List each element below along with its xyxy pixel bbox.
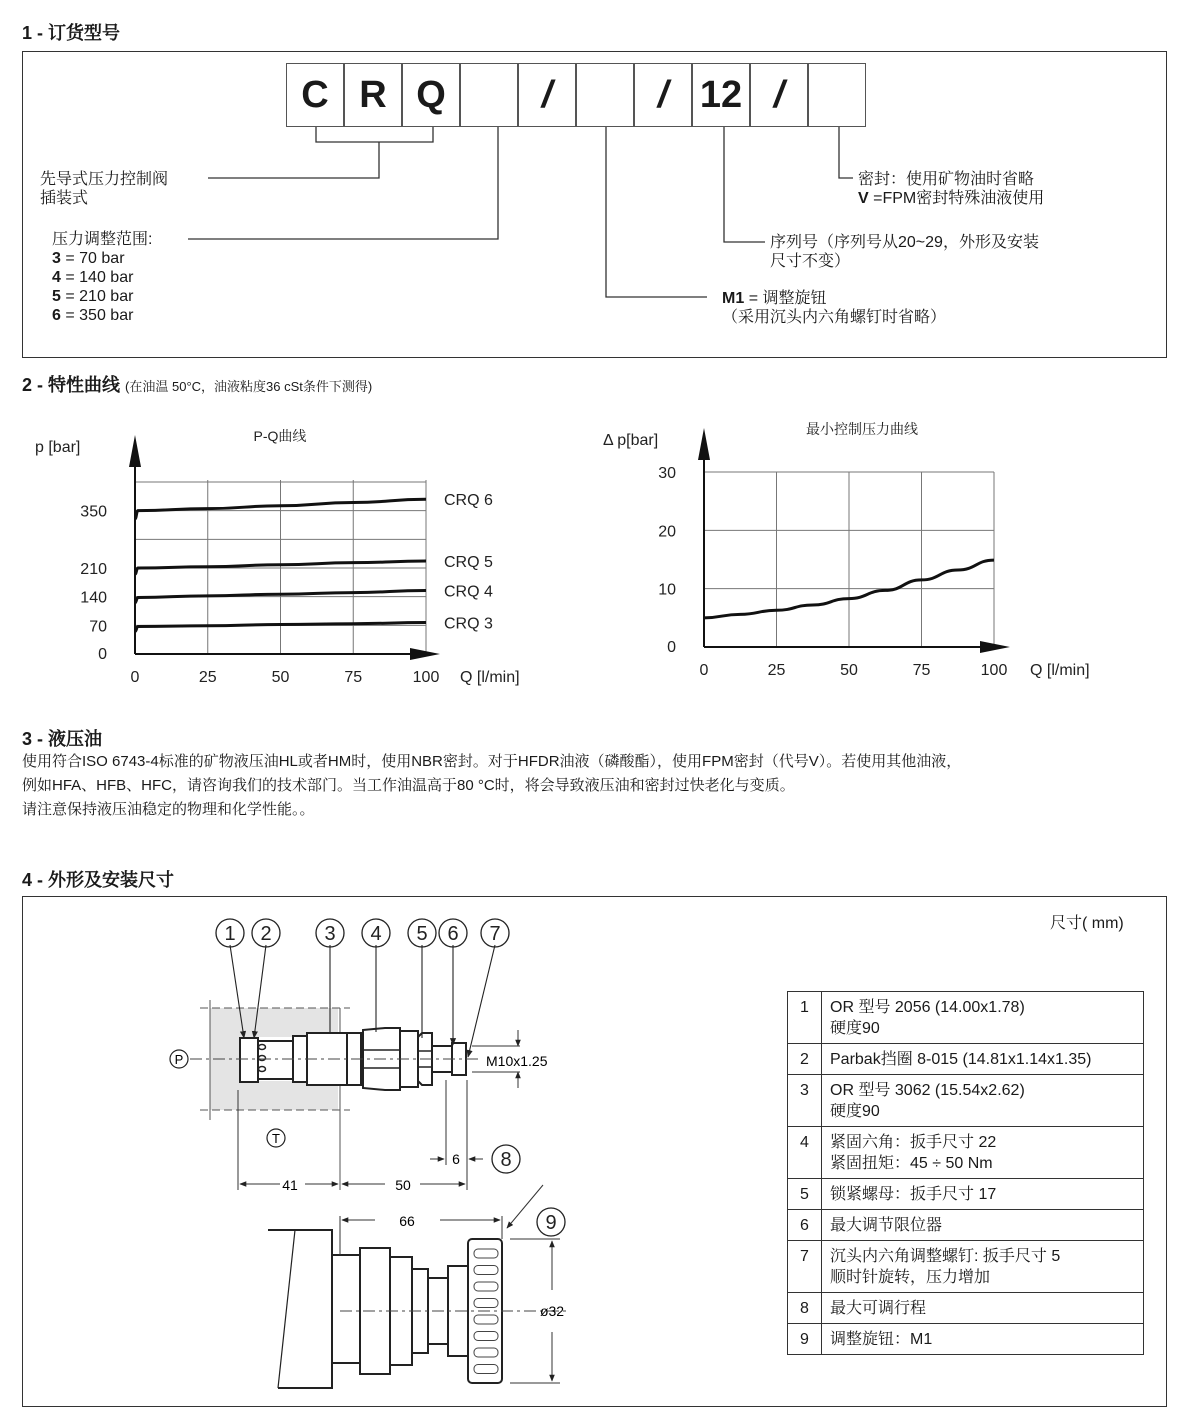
- y-axis-label: p [bar]: [35, 439, 81, 456]
- x-tick-label: 0: [130, 669, 140, 686]
- part-line1: 沉头内六角调整螺钉: 扳手尺寸 5: [830, 1248, 1061, 1265]
- part-description: [822, 1179, 1144, 1210]
- serial-line2: 尺寸不变）: [770, 253, 851, 270]
- pressure-range-item: 4 = 140 bar: [52, 269, 134, 286]
- part-line1: 最大可调行程: [830, 1300, 927, 1317]
- code-box: Q: [402, 63, 460, 127]
- series-label: CRQ 3: [444, 615, 493, 633]
- parts-table: [787, 991, 1144, 1355]
- parts-row: [788, 1044, 1144, 1075]
- hydraulic-oil-text-line: 例如HFA、HFB、HFC，请咨询我们的技术部门。当工作油温高于80 °C时，将会导致液压油和密封过快老化与变质。: [22, 777, 795, 794]
- part-number: 3: [788, 1075, 822, 1127]
- section-title-text: 液压油: [48, 729, 103, 749]
- part-description: [822, 1075, 1144, 1127]
- grid: [704, 472, 994, 647]
- x-axis-arrow: [980, 641, 1010, 653]
- part-description: [822, 1210, 1144, 1241]
- section-title-text: 订货型号: [48, 23, 121, 43]
- part-line1: Parbak挡圈 8-015 (14.81x1.14x1.35): [830, 1051, 1092, 1068]
- callout-number: 4: [370, 923, 382, 945]
- part-number: 5: [788, 1179, 822, 1210]
- y-axis-label: Δ p[bar]: [603, 432, 659, 449]
- callout-number: 5: [416, 923, 428, 945]
- test-conditions-note: (在油温 50°C，油液粘度36 cSt条件下测得): [125, 379, 373, 394]
- crq-bracket: [316, 127, 433, 142]
- parts-row: [788, 992, 1144, 1044]
- part-line1: OR 型号 2056 (14.00x1.78): [830, 999, 1025, 1016]
- pilot-valve-line1: 先导式压力控制阀: [40, 171, 169, 188]
- y-tick-label: 0: [98, 646, 107, 663]
- part-line1: OR 型号 3062 (15.54x2.62): [830, 1082, 1025, 1099]
- section-number: 1 -: [22, 23, 44, 43]
- seal-line2: V =FPM密封特殊油液使用: [858, 190, 1045, 207]
- part-line1: 最大调节限位器: [830, 1217, 943, 1234]
- part-number: 6: [788, 1210, 822, 1241]
- x-tick-label: 100: [980, 662, 1008, 679]
- section-4-title: 4 - 外形及安装尺寸: [22, 870, 175, 890]
- section-title-text: 特性曲线: [48, 375, 121, 395]
- parts-row: [788, 1210, 1144, 1241]
- unit-label: 尺寸( mm): [1050, 915, 1124, 932]
- chart-title: 最小控制压力曲线: [806, 421, 918, 437]
- y-tick-label: 140: [80, 589, 107, 607]
- parts-row: [788, 1127, 1144, 1179]
- pressure-range-item: 5 = 210 bar: [52, 288, 134, 305]
- knob-view: [268, 1230, 502, 1388]
- seal-label: [858, 170, 1044, 208]
- part-number: 1: [788, 992, 822, 1044]
- port-p-label: P: [174, 1052, 184, 1067]
- part-description: [822, 1044, 1144, 1075]
- code-box: C: [286, 63, 344, 127]
- part-line1: 紧固六角：扳手尺寸 22: [830, 1134, 997, 1151]
- dim-50-label: 50: [395, 1177, 411, 1193]
- x-tick-label: 25: [198, 669, 217, 686]
- code-box: /: [750, 63, 808, 127]
- parts-row: [788, 1241, 1144, 1293]
- series-label: CRQ 5: [444, 554, 493, 572]
- part-number: 7: [788, 1241, 822, 1293]
- seal-leader: [839, 127, 853, 178]
- pq-chart: [0, 410, 580, 700]
- section-2-title: 2 - 特性曲线 (在油温 50°C，油液粘度36 cSt条件下测得): [22, 375, 373, 395]
- pressure-range-item: 6 = 350 bar: [52, 307, 134, 324]
- section-title-text: 外形及安装尺寸: [48, 870, 175, 890]
- y-tick-label: 10: [658, 581, 676, 599]
- part-line1: 调整旋钮：M1: [830, 1331, 933, 1348]
- hydraulic-oil-text-line: 请注意保持液压油稳定的物理和化学性能。。: [22, 801, 315, 818]
- code-box: /: [634, 63, 692, 127]
- part-line2: 顺时针旋转，压力增加: [830, 1269, 991, 1286]
- part-line2: 紧固扭矩：45 ÷ 50 Nm: [830, 1155, 993, 1172]
- diameter-label: ø32: [539, 1303, 565, 1319]
- parts-row: [788, 1293, 1144, 1324]
- y-tick-label: 30: [658, 465, 676, 482]
- serial-label: [770, 233, 1039, 271]
- callout-number: 9: [545, 1212, 557, 1234]
- code-box: 12: [692, 63, 750, 127]
- series-label: CRQ 4: [444, 583, 493, 601]
- pilot-valve-line2: 插装式: [40, 190, 89, 207]
- cartridge-drawing: [150, 900, 590, 1405]
- cavity-block: [200, 1000, 350, 1190]
- code-box: R: [344, 63, 402, 127]
- callout-number: 6: [447, 923, 459, 945]
- port-t-label: T: [272, 1131, 280, 1146]
- pressure-range-block: [52, 230, 152, 325]
- y-tick-label: 70: [89, 618, 107, 636]
- part-line2: 硬度90: [830, 1103, 880, 1120]
- parts-row: [788, 1324, 1144, 1355]
- y-axis-arrow: [698, 428, 710, 460]
- pilot-valve-leader: [208, 142, 379, 178]
- x-axis-arrow: [410, 648, 440, 660]
- x-tick-label: 75: [344, 669, 363, 686]
- section-3-title: 3 - 液压油: [22, 729, 103, 749]
- y-axis-arrow: [129, 435, 141, 467]
- thread-size-label: M10x1.25: [486, 1053, 548, 1069]
- x-axis-label: Q [l/min]: [1030, 662, 1090, 679]
- x-tick-label: 50: [840, 662, 858, 679]
- chart-title: P-Q曲线: [253, 428, 307, 444]
- code-box: /: [518, 63, 576, 127]
- min-control-pressure-chart: [590, 410, 1150, 700]
- y-tick-label: 350: [80, 503, 107, 521]
- part-description: [822, 1293, 1144, 1324]
- part-line2: 硬度90: [830, 1020, 880, 1037]
- callout-number: 3: [324, 923, 336, 945]
- parts-row: [788, 1179, 1144, 1210]
- x-axis-label: Q [l/min]: [460, 669, 520, 686]
- x-tick-label: 25: [767, 662, 786, 679]
- serial-leader: [724, 127, 765, 242]
- serial-line1: 序列号（序列号从20~29，外形及安装: [770, 234, 1039, 251]
- x-tick-label: 75: [912, 662, 931, 679]
- pressure-range-title: 压力调整范围:: [52, 231, 153, 248]
- x-tick-label: 0: [699, 662, 709, 679]
- part-number: 4: [788, 1127, 822, 1179]
- seal-line1: 密封：使用矿物油时省略: [858, 171, 1035, 188]
- part-line1: 锁紧螺母：扳手尺寸 17: [830, 1186, 997, 1203]
- part-number: 9: [788, 1324, 822, 1355]
- part-description: [822, 1241, 1144, 1293]
- part-number: 8: [788, 1293, 822, 1324]
- y-tick-label: 210: [80, 561, 107, 578]
- pilot-valve-label: [40, 170, 168, 208]
- knob-line1: M1 = 调整旋钮: [722, 290, 827, 307]
- hydraulic-oil-text-line: 使用符合ISO 6743-4标准的矿物液压油HL或者HM时，使用NBR密封。对于HFDR油液（磷酸酯），使用FPM密封（代号V）。若使用其他油液，: [22, 753, 962, 770]
- x-tick-label: 100: [412, 669, 440, 686]
- y-tick-label: 0: [667, 639, 676, 656]
- part-description: [822, 1324, 1144, 1355]
- part-number: 2: [788, 1044, 822, 1075]
- callout-number: 1: [224, 923, 236, 945]
- pressure-range-leader: [188, 127, 498, 239]
- callout-number: 7: [489, 923, 501, 945]
- part-description: [822, 992, 1144, 1044]
- dim-6-label: 6: [452, 1151, 460, 1167]
- parts-row: [788, 1075, 1144, 1127]
- dim-41-label: 41: [282, 1177, 298, 1193]
- pressure-range-item: 3 = 70 bar: [52, 250, 125, 267]
- part-description: [822, 1127, 1144, 1179]
- dim-66-label: 66: [399, 1213, 415, 1229]
- y-tick-label: 20: [658, 523, 676, 541]
- x-tick-label: 50: [271, 669, 290, 686]
- knob-leader: [606, 127, 707, 297]
- callout-number: 2: [260, 923, 272, 945]
- knob-line2: （采用沉头内六角螺钉时省略）: [722, 309, 947, 326]
- knob-label: [722, 289, 946, 327]
- callout-number: 8: [500, 1149, 512, 1171]
- series-label: CRQ 6: [444, 492, 493, 510]
